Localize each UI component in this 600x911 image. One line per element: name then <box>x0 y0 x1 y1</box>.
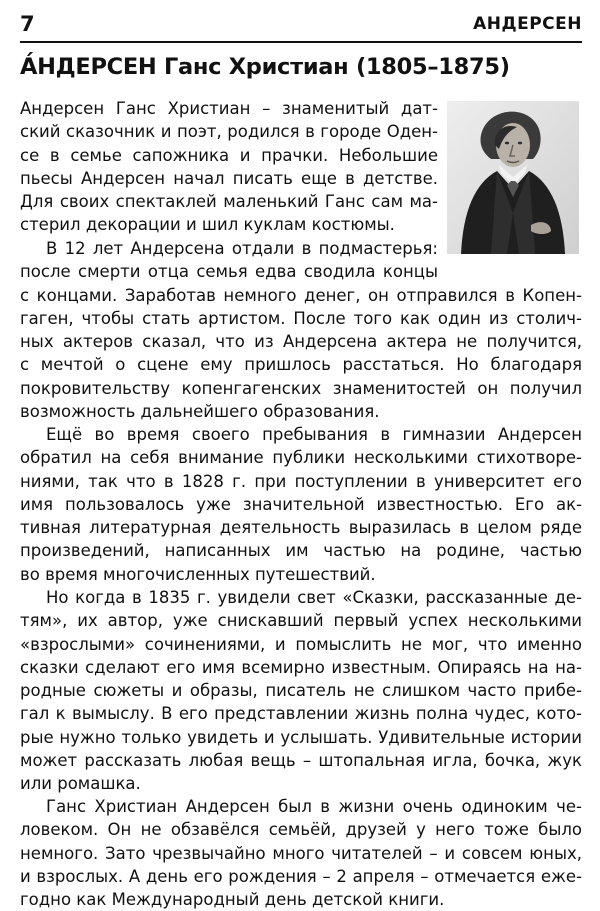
page-number: 7 <box>20 12 35 36</box>
text-line: ных актеров сказал, что из Андерсена актера не получится, <box>20 332 582 352</box>
text-line: стерил декорации и шил куклам костюмы. <box>20 215 395 235</box>
text-line: ниями, так что в 1828 г. при поступлении в университет его <box>20 471 582 491</box>
text-line: может рассказать любая вещь – штопальная игла, бочка, жук <box>20 751 582 771</box>
paragraph-4 <box>20 586 582 796</box>
text-line: Ещё во время своего пребывания в гимназии Андерсен <box>46 425 582 444</box>
text-line: В 12 лет Андерсена отдали в подмастерья: <box>46 239 438 258</box>
text-line: Но когда в 1835 г. увидели свет «Сказки, рассказанные де- <box>46 588 582 607</box>
text-line: после смерти отца семья едва сводила концы <box>20 262 438 282</box>
text-line: ский сказочник и поэт, родился в городе Оден- <box>20 122 438 142</box>
text-line: во время многочисленных путешествий. <box>20 564 376 584</box>
andersen-portrait-image <box>447 101 579 254</box>
text-line: гал к вымыслу. В его представлении жизнь полна чудес, кото- <box>20 704 582 724</box>
paragraph-1 <box>20 97 438 237</box>
text-line: гаген, чтобы стать артистом. После того как один из столич- <box>20 308 582 328</box>
text-line: Для своих спектаклей маленький Ганс сам ма- <box>20 192 438 212</box>
text-line: с концами. Заработав немного денег, он отправился в Копен- <box>20 285 582 305</box>
text-line: годно как Международный день детской книги. <box>20 890 445 910</box>
text-line: покровительству копенгагенских знаменитостей он получил <box>20 378 582 398</box>
text-line: се в семье сапожника и прачки. Небольшие <box>20 145 438 165</box>
text-line: родные сюжеты и образы, писатель не слишком часто прибе- <box>20 681 582 701</box>
article-title: А́НДЕРСЕН Ганс Христиан (1805–1875) <box>20 54 510 80</box>
text-line: пьесы Андерсен начал писать еще в детстве. <box>20 168 438 188</box>
text-line: или ромашка. <box>20 774 141 794</box>
text-line: тям», их автор, уже снискавший первый успех несколькими <box>20 611 582 631</box>
text-line: Андерсен Ганс Христиан – знаменитый дат- <box>20 99 438 118</box>
text-line: «взрослыми» сочинениями, и помыслить не мог, что именно <box>20 634 582 654</box>
text-line: сказки сделают его имя всемирно известным. Опираясь на на- <box>20 657 582 677</box>
text-line: немного. Зато чрезвычайно много читателей – и совсем юных, <box>20 843 582 863</box>
header-rule <box>20 41 582 43</box>
text-line: возможность дальнейшего образования. <box>20 402 380 422</box>
text-line: Ганс Христиан Андерсен был в жизни очень одиноким че- <box>46 797 582 816</box>
text-line: и взрослых. А день его рождения – 2 апреля – отмечается еже- <box>20 866 582 886</box>
text-line: обратил на себя внимание публики несколькими стихотворе- <box>20 448 582 468</box>
text-line: с мечтой о сцене ему пришлось расстаться. Но благодаря <box>20 355 582 375</box>
page-header <box>20 12 582 40</box>
text-line: произведений, написанных им частью на родине, частью <box>20 541 582 561</box>
running-title: АНДЕРСЕН <box>473 14 582 34</box>
paragraph-5 <box>20 795 582 911</box>
paragraph-3 <box>20 423 582 586</box>
text-line: рые нужно только увидеть и услышать. Удивительные истории <box>20 727 582 747</box>
paragraph-2 <box>20 237 582 423</box>
text-line: тивная литературная деятельность выразилась в целом ряде <box>20 518 582 538</box>
text-line: ловеком. Он не обзавёлся семьёй, друзей у него тоже было <box>20 820 582 840</box>
text-line: имя пользовалось уже значительной известностью. Его ак- <box>20 494 582 514</box>
